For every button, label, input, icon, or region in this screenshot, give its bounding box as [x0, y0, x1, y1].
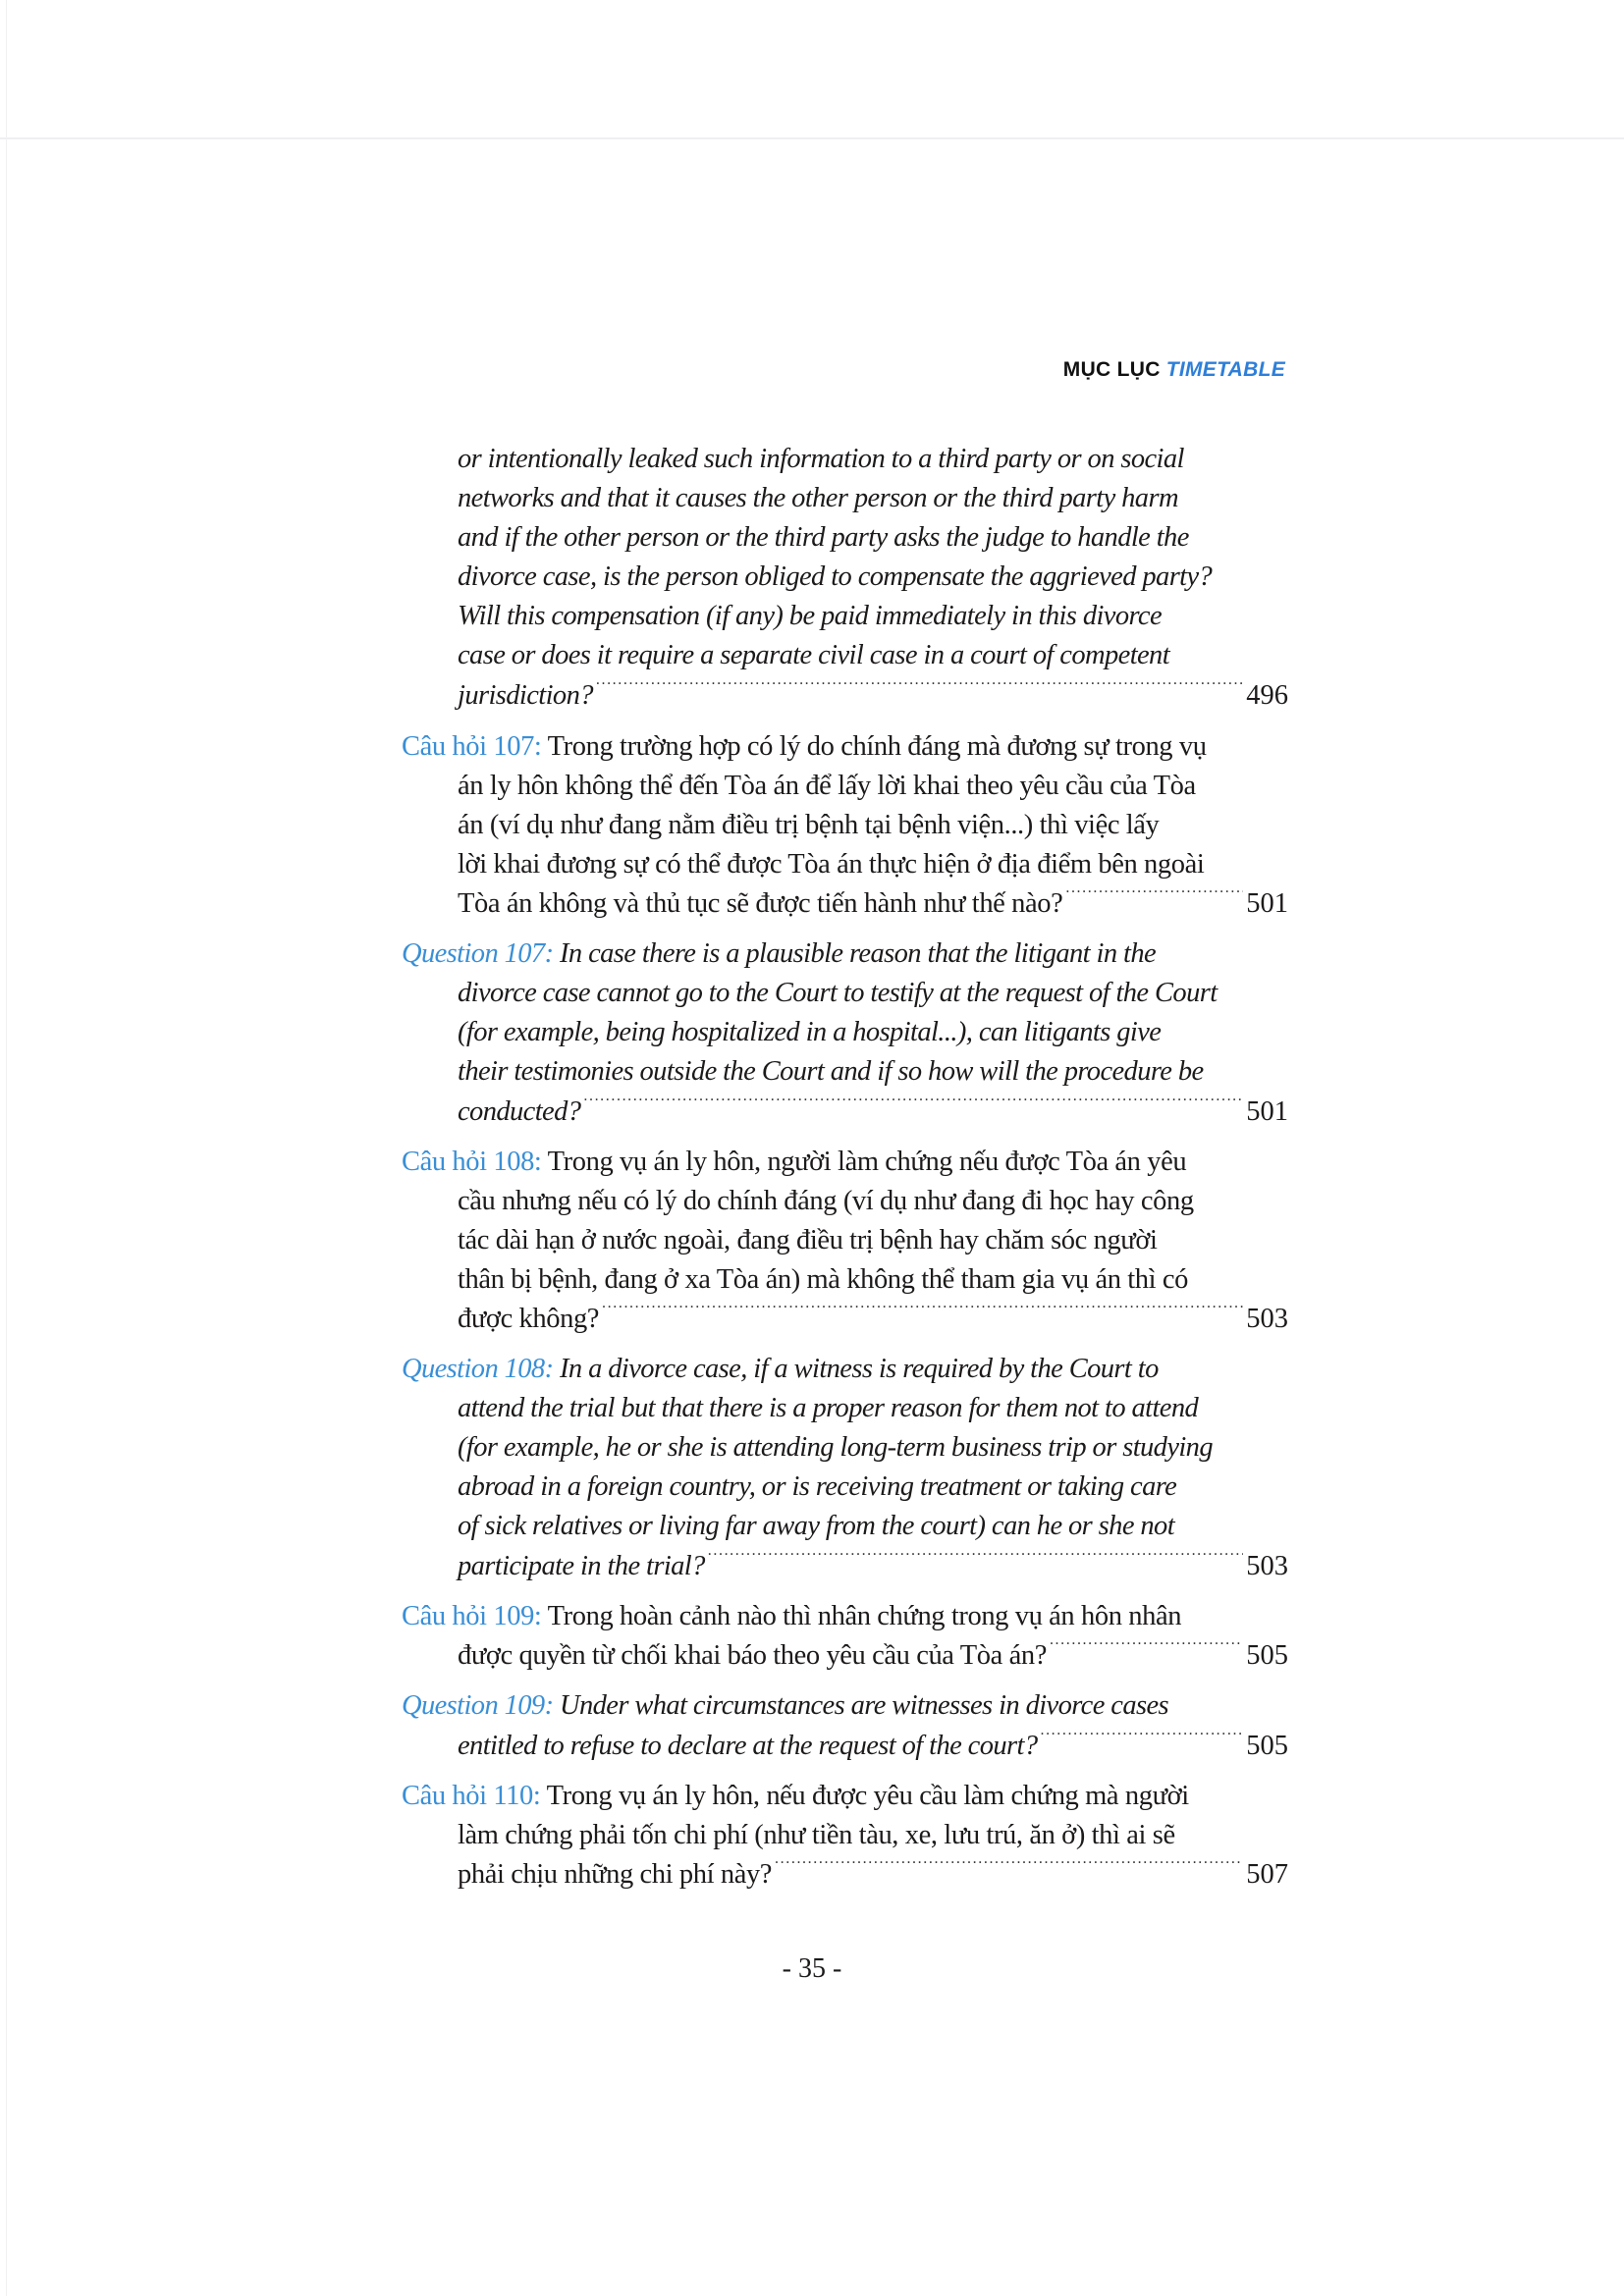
toc-entry-line	[402, 727, 1288, 767]
running-head	[1063, 358, 1285, 382]
toc-entry-last-line	[402, 1092, 1288, 1132]
toc-entry-text: jurisdiction?	[458, 679, 593, 711]
toc-entry-text: divorce case cannot go to the Court to testify at the request of the Court	[458, 978, 1218, 1008]
question-label: Câu hỏi 109:	[402, 1600, 542, 1631]
toc-entry-text: cầu nhưng nếu có lý do chính đáng (ví dụ như đang đi học hay công	[458, 1185, 1194, 1216]
toc-entry-text: được quyền từ chối khai báo theo yêu cầu của Tòa án?	[458, 1640, 1047, 1671]
toc-entry-line	[402, 518, 1288, 558]
toc-entry-line	[402, 1507, 1288, 1546]
toc-entry-line	[402, 1143, 1288, 1182]
dot-leader	[583, 1092, 1243, 1120]
toc-entry-line	[402, 1389, 1288, 1428]
toc-entry-text: Trong vụ án ly hôn, người làm chứng nếu được Tòa án yêu	[547, 1146, 1187, 1177]
dot-leader	[775, 1855, 1243, 1884]
toc-entry-text: case or does it require a separate civil case in a court of competent	[458, 640, 1170, 670]
toc-entry-text: (for example, he or she is attending long-term business trip or studying	[458, 1432, 1213, 1463]
toc-entry-line	[402, 806, 1288, 845]
table-of-contents	[402, 440, 1288, 1905]
dot-leader	[1050, 1636, 1243, 1665]
dot-leader	[596, 675, 1243, 704]
toc-page-ref[interactable]: 505	[1246, 1730, 1288, 1761]
toc-entry-text: Trong hoàn cảnh nào thì nhân chứng trong vụ án hôn nhân	[547, 1600, 1182, 1631]
toc-page-ref[interactable]: 501	[1246, 1095, 1288, 1127]
toc-entry-last-line	[402, 884, 1288, 925]
toc-entry-line	[402, 934, 1288, 974]
toc-entry-text: entitled to refuse to declare at the request of the court?	[458, 1730, 1038, 1761]
toc-entry-text: and if the other person or the third party asks the judge to handle the	[458, 522, 1189, 553]
toc-entry-text: Trong vụ án ly hôn, nếu được yêu cầu làm chứng mà người	[546, 1780, 1189, 1811]
toc-page-ref[interactable]: 501	[1246, 888, 1288, 919]
question-label: Question 107:	[402, 938, 554, 969]
toc-entry-text: divorce case, is the person obliged to compensate the aggrieved party?	[458, 561, 1213, 592]
toc-entry-line	[402, 558, 1288, 597]
toc-entry-line	[402, 845, 1288, 884]
toc-entry-text: networks and that it causes the other person or the third party harm	[458, 483, 1178, 513]
toc-entry-line	[402, 1468, 1288, 1507]
toc-entry-line	[402, 597, 1288, 636]
toc-entry[interactable]	[402, 440, 1288, 716]
toc-entry-text: attend the trial but that there is a proper reason for them not to attend	[458, 1393, 1199, 1423]
question-label: Question 108:	[402, 1354, 554, 1384]
toc-entry[interactable]	[402, 1686, 1288, 1766]
question-label: Question 109:	[402, 1690, 554, 1721]
toc-entry-text: of sick relatives or living far away from the court) can he or she not	[458, 1511, 1175, 1541]
toc-entry-line	[402, 1260, 1288, 1300]
toc-page-ref[interactable]: 503	[1246, 1304, 1288, 1334]
toc-entry-text: In case there is a plausible reason that the litigant in the	[560, 938, 1157, 969]
toc-entry-last-line	[402, 1300, 1288, 1340]
scan-artifact-line	[0, 137, 1624, 139]
toc-entry-line	[402, 1597, 1288, 1636]
running-head-accent: TIMETABLE	[1165, 358, 1285, 381]
toc-entry[interactable]	[402, 1597, 1288, 1677]
toc-entry-text: conducted?	[458, 1095, 581, 1127]
toc-entry-text: abroad in a foreign country, or is receiving treatment or taking care	[458, 1471, 1177, 1502]
toc-entry-last-line	[402, 1636, 1288, 1677]
dot-leader	[708, 1546, 1243, 1575]
toc-entry-text: thân bị bệnh, đang ở xa Tòa án) mà không thể tham gia vụ án thì có	[458, 1263, 1188, 1295]
toc-entry[interactable]	[402, 1777, 1288, 1896]
toc-entry-line	[402, 1350, 1288, 1389]
toc-entry-line	[402, 1182, 1288, 1221]
toc-entry-text: or intentionally leaked such information to a third party or on social	[458, 444, 1184, 474]
toc-entry-last-line	[402, 1855, 1288, 1896]
toc-entry-text: tác dài hạn ở nước ngoài, đang điều trị bệnh hay chăm sóc người	[458, 1224, 1158, 1255]
toc-page-ref[interactable]: 496	[1246, 679, 1288, 711]
toc-entry-line	[402, 1816, 1288, 1855]
toc-entry-text: Tòa án không và thủ tục sẽ được tiến hành như thế nào?	[458, 888, 1063, 919]
toc-entry-line	[402, 1013, 1288, 1052]
toc-entry-line	[402, 1052, 1288, 1092]
toc-entry-text: làm chứng phải tốn chi phí (như tiền tàu, xe, lưu trú, ăn ở) thì ai sẽ	[458, 1819, 1175, 1850]
question-label: Câu hỏi 110:	[402, 1780, 541, 1811]
running-head-title: MỤC LỤC	[1062, 358, 1161, 381]
question-label: Câu hỏi 108:	[402, 1146, 542, 1177]
question-label: Câu hỏi 107:	[402, 730, 542, 762]
toc-page-ref[interactable]: 503	[1246, 1550, 1288, 1581]
toc-entry-text: được không?	[458, 1304, 600, 1334]
dot-leader	[1040, 1726, 1243, 1754]
toc-page-ref[interactable]: 505	[1246, 1640, 1288, 1671]
toc-entry-text: phải chịu những chi phí này?	[458, 1859, 773, 1890]
toc-entry-line	[402, 1428, 1288, 1468]
toc-entry-text: (for example, being hospitalized in a hospital...), can litigants give	[458, 1017, 1162, 1047]
toc-entry-text: Under what circumstances are witnesses in divorce cases	[560, 1690, 1169, 1721]
toc-entry-text: lời khai đương sự có thể được Tòa án thực hiện ở địa điểm bên ngoài	[458, 848, 1205, 880]
toc-page-ref[interactable]: 507	[1246, 1859, 1288, 1890]
toc-entry-last-line	[402, 675, 1288, 716]
toc-entry-line	[402, 1221, 1288, 1260]
toc-entry-text: participate in the trial?	[458, 1550, 705, 1581]
scan-artifact-edge	[6, 0, 7, 2296]
toc-entry-line	[402, 1777, 1288, 1816]
dot-leader	[602, 1300, 1243, 1328]
toc-entry-text: án ly hôn không thể đến Tòa án để lấy lời khai theo yêu cầu của Tòa	[458, 770, 1196, 801]
toc-entry[interactable]	[402, 727, 1288, 925]
toc-entry-last-line	[402, 1726, 1288, 1766]
toc-entry[interactable]	[402, 1143, 1288, 1340]
toc-entry[interactable]	[402, 934, 1288, 1132]
toc-entry-text: Will this compensation (if any) be paid immediately in this divorce	[458, 601, 1163, 631]
toc-entry-line	[402, 767, 1288, 806]
toc-entry-line	[402, 479, 1288, 518]
toc-entry-last-line	[402, 1546, 1288, 1586]
page-number: - 35 -	[782, 1953, 842, 1984]
toc-entry-text: In a divorce case, if a witness is required by the Court to	[560, 1354, 1159, 1384]
dot-leader	[1065, 884, 1243, 913]
toc-entry-text: án (ví dụ như đang nằm điều trị bệnh tại bệnh viện...) thì việc lấy	[458, 809, 1160, 840]
toc-entry-line	[402, 974, 1288, 1013]
toc-entry-text: Trong trường hợp có lý do chính đáng mà đương sự trong vụ	[547, 730, 1207, 762]
toc-entry-line	[402, 636, 1288, 675]
toc-entry-line	[402, 440, 1288, 479]
toc-entry[interactable]	[402, 1350, 1288, 1586]
toc-entry-text: their testimonies outside the Court and if so how will the procedure be	[458, 1056, 1204, 1087]
toc-entry-line	[402, 1686, 1288, 1726]
